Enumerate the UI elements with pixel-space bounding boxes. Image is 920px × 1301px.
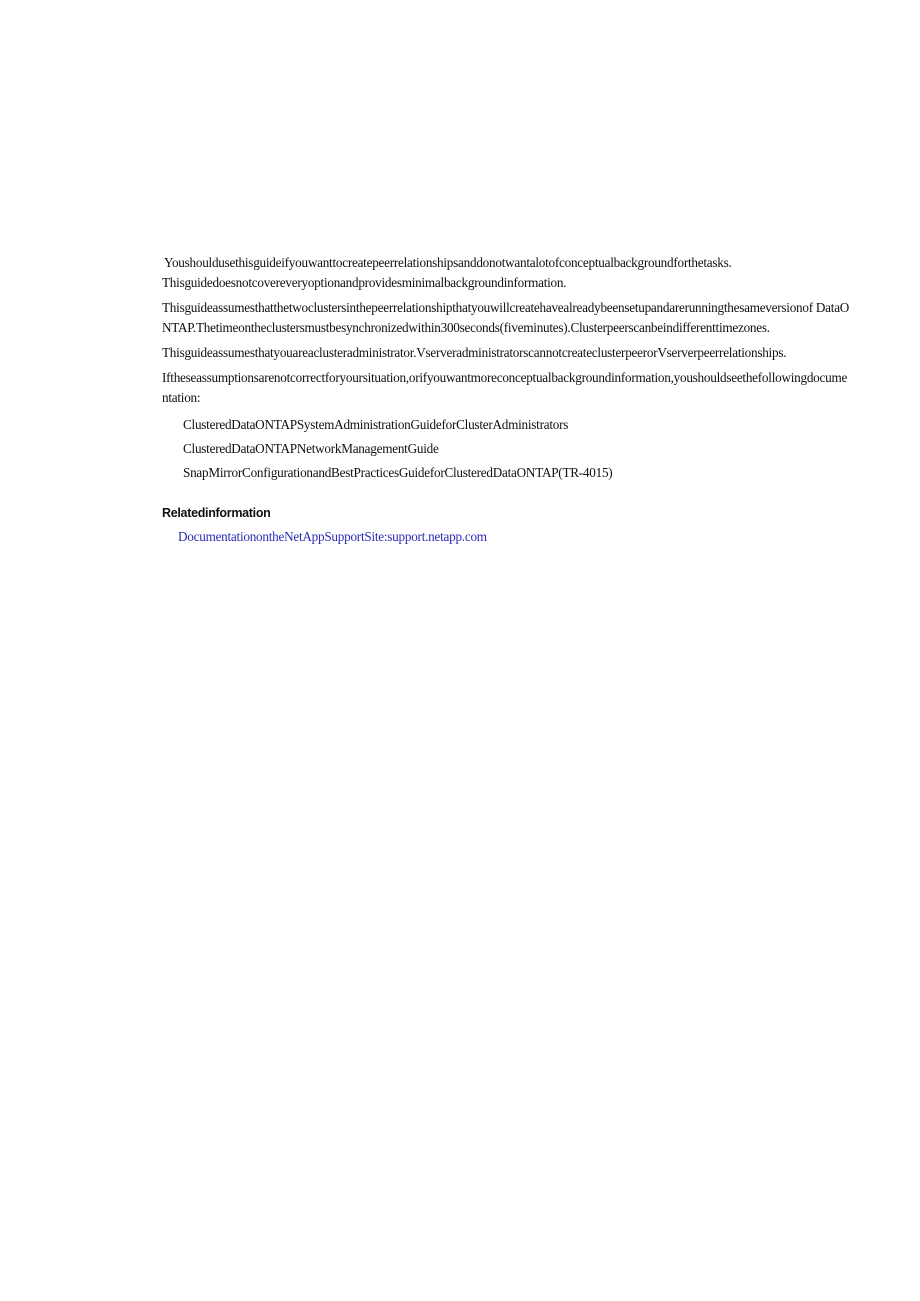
documentation-list — [162, 413, 852, 485]
support-site-link[interactable]: DocumentationontheNetAppSupportSite:support.netapp.com — [178, 529, 487, 544]
intro-line-1: Youshouldusethisguideifyouwanttocreatepeerrelationshipsanddonotwantalotofconceptualbackgroundforthetasks. — [164, 255, 732, 270]
assumption-paragraph-clusters: Thisguideassumesthatthetwoclustersinthepeerrelationshipthatyouwillcreatehavealreadybeensetupandarerunningthesameversionof DataONTAP.Thetimeontheclustersmustbesynchronizedwithin300seconds(fiveminutes).Clusterpeerscanbeindifferenttimezones. — [162, 300, 850, 335]
document-body — [162, 253, 852, 547]
documentation-item: ClusteredDataONTAPSystemAdministrationGuideforClusterAdministrators — [183, 417, 569, 432]
documentation-item: ClusteredDataONTAPNetworkManagementGuide — [183, 441, 439, 456]
related-information-heading: Relatedinformation — [162, 506, 271, 520]
intro-paragraph — [162, 253, 852, 293]
intro-line-2: Thisguidedoesnotcovereveryoptionandprovidesminimalbackgroundinformation. — [162, 275, 567, 290]
see-also-paragraph: Iftheseassumptionsarenotcorrectforyoursituation,orifyouwantmoreconceptualbackgroundinformation,youshouldseethefollowingdocumentation: — [162, 370, 848, 405]
documentation-item: SnapMirrorConfigurationandBestPracticesGuideforClusteredDataONTAP(TR-4015) — [183, 465, 613, 480]
assumption-paragraph-admin: Thisguideassumesthatyouareaclusteradministrator.VserveradministratorscannotcreateclusterpeerorVserverpeerrelationships. — [162, 345, 787, 360]
